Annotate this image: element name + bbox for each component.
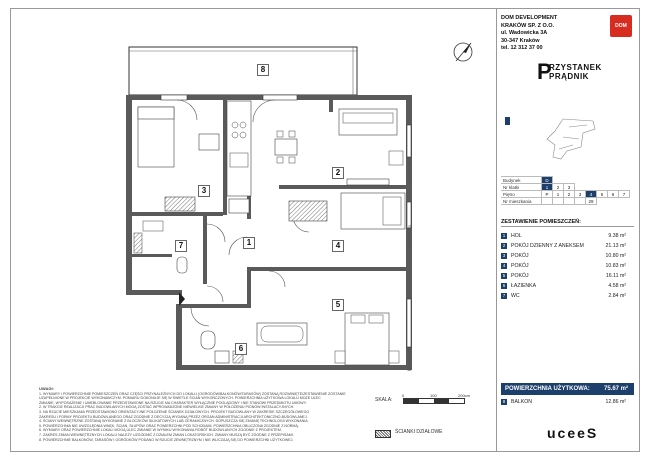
notes-line: 8. POWIERZCHNIE BALKONÓW, TARASÓW I OGRÓDKÓW PODANO W RZUCIE ZEWNĘTRZNYM I NIE WLICZAJĄ SIĘ DO POWIERZCHNI UŻYTKOWEJ. (39, 437, 294, 442)
project-name: PRĄDNIK (549, 72, 589, 81)
apartment-info-table (501, 176, 630, 205)
notes-line: UZUPEŁNIONE W PROJEKCIE WYKONAWCZYM. POMIARU DOKONUJE SIĘ W ŚWIETLE ŚCIAN WYKOŃCZONYCH. POWIERZCHNIA UŻYTKOWA LOKALU MOŻE ULEC (39, 396, 321, 401)
room-label-4: 4 (332, 240, 344, 252)
room-area: 2.84 m² (608, 293, 626, 299)
scale-tick: 100 (430, 393, 437, 398)
info-row (501, 184, 630, 191)
company-name: KRAKÓW SP. Z O.O. (501, 22, 555, 29)
info-cell: 6 (608, 191, 619, 198)
notes-line: 4. ŚCIANY WEWNĘTRZNE ZOSTANĄ WYKONANE Z BLOCZKÓW SILIKATOWYCH LUB CERAMICZNYCH. DOPUSZCZA SIĘ ZMIANĘ TECHNOLOGII WYKONANIA. (39, 419, 309, 424)
ucees-logo: uceeS (547, 425, 599, 441)
info-cell: 5 (597, 191, 608, 198)
room-name: WC (511, 293, 520, 299)
notes-line: 6. WYMIARY ORAZ POWIERZCHNIE LOKALI MOGĄ ULEC ZMIANIE W WYNIKU WYKONANIA ROBÓT BUDOWLANYCH ZGODNIE Z PROJEKTEM. (39, 428, 282, 433)
project-logo (549, 63, 602, 81)
info-cell (564, 198, 575, 205)
scale-tick: 0 (402, 393, 405, 398)
room-row (501, 241, 634, 251)
room-label-8: 8 (257, 64, 269, 76)
window-sill-height: h=50-60 cm (407, 161, 412, 185)
room-area: 9.38 m² (608, 233, 626, 239)
room-row (501, 261, 634, 271)
notes-line: 7. ZAKRES ZMIAN WEWNĘTRZNYCH LOKALU NALEŻY UZGODNIĆ Z DZIAŁEM ZMIAN LOKATORSKICH. ZMIANY MUSZĄ BYĆ ZGODNE Z PRZEPISAMI. (39, 432, 294, 437)
notes-line: ZAKRESU I FORMY PROJEKTU BUDOWLANEGO ORAZ ZGODNIE Z DECYZJĄ WYDANĄ PRZEZ ORGAN ADMINISTRACJI ARCHITEKTONICZNO-BUDOWLANEJ. (39, 414, 308, 419)
company-name: DOM DEVELOPMENT (501, 15, 558, 21)
room-area: 4.58 m² (608, 283, 626, 289)
info-cell: 1 (553, 191, 564, 198)
room-name: HOL (511, 233, 522, 239)
company-phone: tel. 12 312 37 00 (501, 45, 543, 51)
info-cell (553, 198, 564, 205)
room-row (501, 281, 634, 291)
info-cell: P (542, 191, 553, 198)
company-address: ul. Wadowicka 3A (501, 30, 548, 36)
info-cell: 3 (575, 191, 586, 198)
info-row (501, 191, 630, 198)
notes-line: 3. NA RZUCIE MIESZKANIA PRZEDSTAWIONO ORIENTACYJNE POŁOŻENIE ŚCIANEK DZIAŁOWYCH. PROJEKT BUDOWLANY W ZAKRESIE SZCZEGÓŁOWEGO (39, 409, 310, 414)
room-name: POKÓJ (511, 273, 529, 279)
usable-area (501, 383, 634, 395)
room-label-2: 2 (332, 167, 344, 179)
window-sill-height: h=50-60 cm (407, 225, 412, 249)
room-label-7: 7 (175, 240, 187, 252)
rooms-title: ZESTAWIENIE POMIESZCZEŃ: (501, 219, 634, 227)
info-cell: 4 (586, 191, 597, 198)
info-row (501, 177, 630, 184)
balcony-number: 8 (502, 399, 506, 404)
room-area: 10.80 m² (605, 253, 626, 259)
company-info (501, 15, 557, 53)
dom-development-logo: DOM (610, 15, 632, 37)
room-label-3: 3 (198, 185, 210, 197)
room-label-5: 5 (332, 299, 344, 311)
notes-line: 2. W TRAKCIE REALIZACJI PRAC BUDOWLANYCH MOGĄ ZOSTAĆ WPROWADZONE NIEWIELKIE ZMIANY W POŁOŻENIU PIONÓW INSTALACYJNYCH. (39, 405, 295, 410)
project-logo-letter: P (537, 59, 552, 84)
partition-wall-legend-swatch (375, 430, 391, 438)
info-panel (496, 9, 640, 451)
notes-line: ZMIANIE. WYPOSAŻENIE I UMEBLOWANIE PRZEDSTAWIONE NA RZUCIE MA CHARAKTER WYŁĄCZNIE POGLĄDOWY I NIE STANOWI PRZEDMIOTU UMOWY. (39, 400, 307, 405)
floor-plan (11, 9, 496, 379)
notes (39, 387, 365, 442)
info-cell: 2 (564, 191, 575, 198)
info-cell (575, 198, 586, 205)
room-area: 10.83 m² (605, 263, 626, 269)
room-name: POKÓJ DZIENNY Z ANEKSEM (511, 243, 584, 249)
room-name: POKÓJ (511, 253, 529, 259)
room-name: ŁAZIENKA (511, 283, 537, 289)
usable-area-label: POWIERZCHNIA UŻYTKOWA: (505, 386, 590, 392)
balcony-row (501, 397, 634, 407)
room-area: 16.11 m² (605, 273, 626, 279)
room-number: 7 (502, 293, 506, 298)
room-label-6: 6 (235, 343, 247, 355)
scale-label: SKALA: (375, 397, 393, 403)
info-cell (542, 198, 553, 205)
balcony-outline (129, 47, 357, 95)
partition-wall-legend-label: ŚCIANKI DZIAŁOWE (395, 429, 443, 435)
balcony-area: 12.86 m² (605, 399, 626, 405)
room-number: 6 (502, 283, 506, 288)
info-cell: 29 (586, 198, 597, 205)
room-row (501, 251, 634, 261)
project-name: RZYSTANEK (549, 63, 602, 72)
room-area: 21.13 m² (605, 243, 626, 249)
info-row (501, 198, 630, 205)
info-cell: 7 (619, 191, 630, 198)
room-row (501, 291, 634, 301)
building-key-plan (503, 109, 633, 169)
usable-area-value: 75.67 m² (603, 386, 628, 392)
scale-bar (402, 393, 471, 404)
room-number: 3 (502, 253, 506, 258)
notes-title: UWAGI: (39, 386, 54, 391)
room-number: 2 (502, 243, 506, 248)
room-number: 4 (502, 263, 506, 268)
info-cell: 3 (564, 184, 575, 191)
info-cell: 2 (553, 184, 564, 191)
notes-line: 1. WYMIARY I POWIERZCHNIE POMIESZCZEŃ ORAZ CZĘŚCI PRZYNALEŻNYCH DO LOKALU (OGRODÓW/BALKONÓW/TARASÓW) ZOSTANĄ ROZWINIĘTE/ZESTAWIENIE ZOSTANIE (39, 391, 346, 396)
room-number: 5 (502, 273, 506, 278)
room-label-1: 1 (243, 237, 255, 249)
info-cell: D (542, 177, 553, 184)
info-row-label: Nr klatki (501, 184, 542, 191)
info-row-label: Budynek (501, 177, 542, 184)
room-row (501, 271, 634, 281)
scale-tick: 200cm (458, 393, 471, 398)
info-cell: 1 (542, 184, 553, 191)
scale-section (375, 394, 495, 434)
floor-plan-drawing (11, 9, 496, 379)
floor-plan-sheet (10, 8, 640, 452)
window-sill-height: h=50-60 cm (407, 347, 412, 371)
room-name: POKÓJ (511, 263, 529, 269)
company-address: 30-347 Kraków (501, 37, 540, 44)
info-row-label: Nr mieszkania (501, 198, 542, 205)
room-row (501, 231, 634, 241)
notes-line: 5. POWIERZCHNIA NIE UWZGLĘDNIA WNĘK, ŚCIAN, SŁUPÓW ORAZ POWIERZCHNI POD SCHODAMI. POWIERZCHNIA OBLICZONA ZGODNIE Z NORMĄ. (39, 423, 299, 428)
info-row-label: Piętro (501, 191, 542, 198)
balcony-name: BALKON (511, 399, 533, 405)
room-number: 1 (502, 233, 506, 238)
